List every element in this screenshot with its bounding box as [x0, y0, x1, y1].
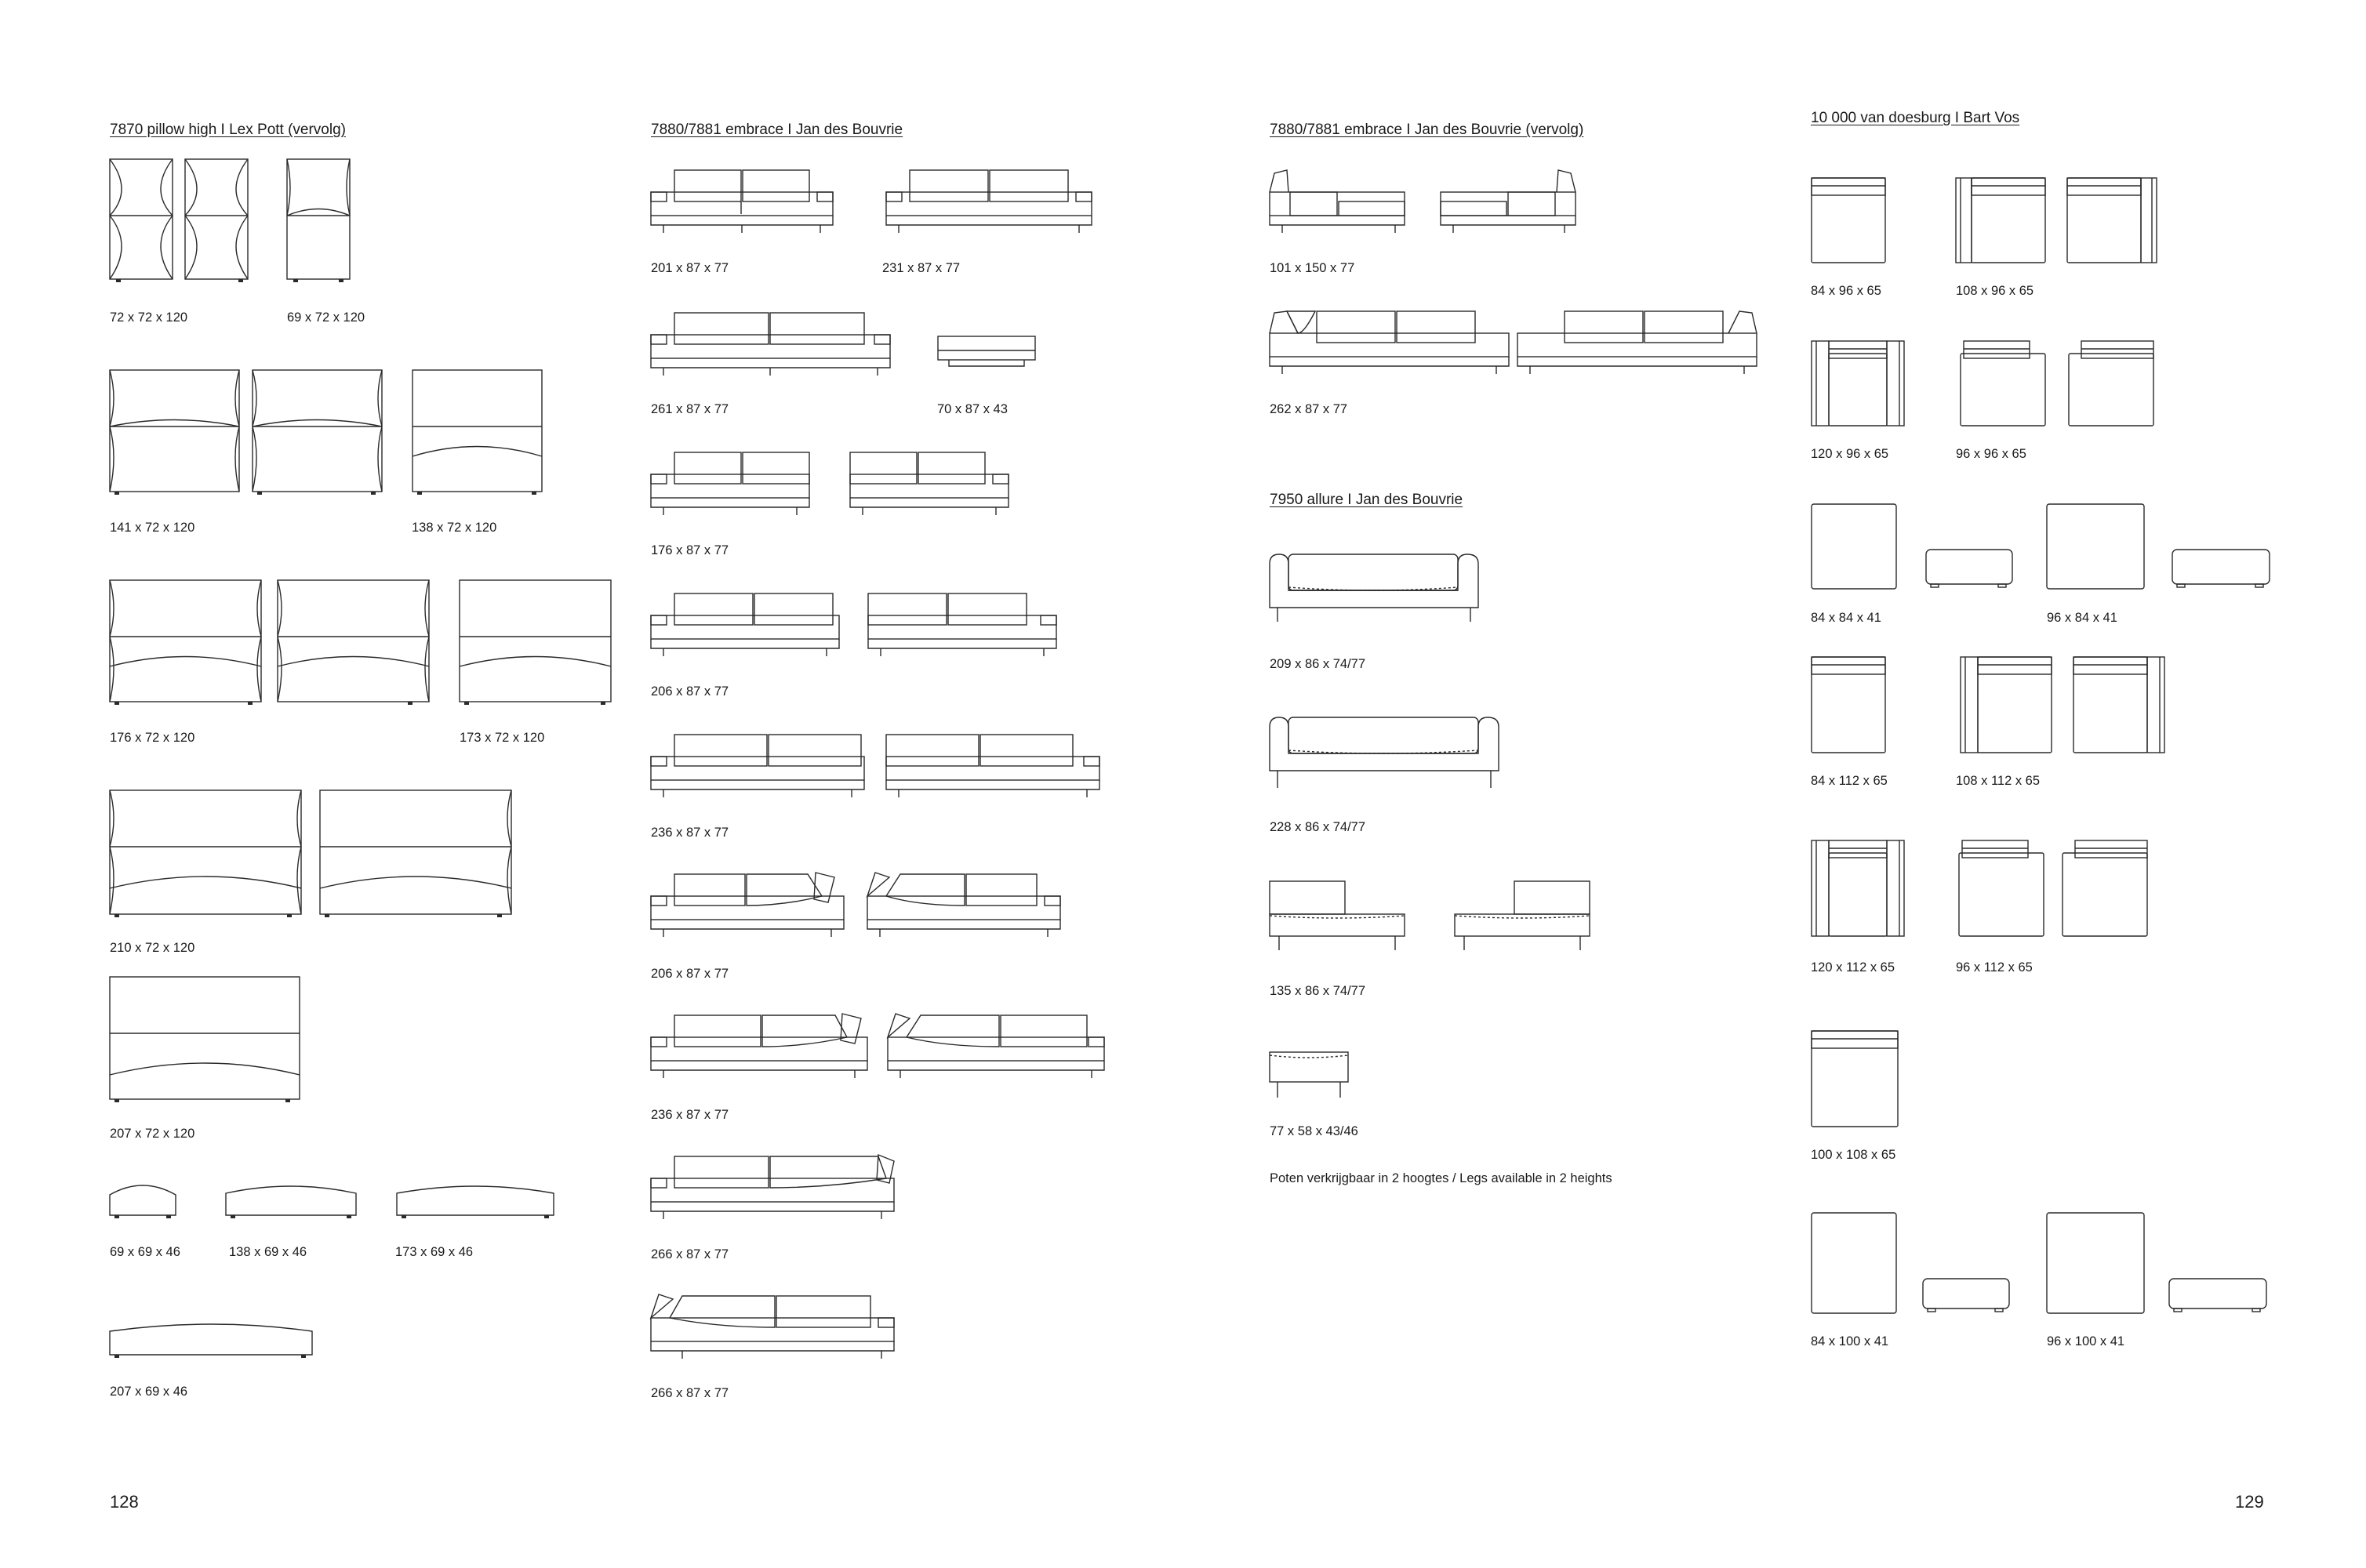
dim-label: 138 x 69 x 46: [229, 1245, 307, 1259]
pillow-pouf-drawing-207: [110, 1314, 315, 1363]
doesburg-row4: [1810, 655, 2179, 757]
allure-drawing-209: [1270, 553, 1489, 639]
dim-label: 262 x 87 x 77: [1270, 402, 1348, 416]
dim-label: 108 x 96 x 65: [1956, 284, 2034, 298]
embrace-drawing-236-corner: [651, 1014, 1114, 1092]
dim-label: 96 x 96 x 65: [1956, 447, 2026, 461]
dim-label: 266 x 87 x 77: [651, 1386, 729, 1400]
dim-label: 120 x 112 x 65: [1811, 960, 1895, 975]
dim-label: 173 x 69 x 46: [395, 1245, 474, 1259]
dim-label: 72 x 72 x 120: [110, 310, 188, 325]
embrace-drawing-206-corner: [651, 873, 1067, 951]
dim-label: 69 x 69 x 46: [110, 1245, 180, 1259]
dim-label: 70 x 87 x 43: [937, 402, 1008, 416]
dim-label: 201 x 87 x 77: [651, 261, 729, 275]
dim-label: 176 x 72 x 120: [110, 731, 195, 745]
dim-label: 206 x 87 x 77: [651, 684, 729, 699]
doesburg-row2: [1810, 339, 2171, 430]
page-number-left: 128: [110, 1492, 139, 1512]
dim-label: 210 x 72 x 120: [110, 941, 195, 955]
embrace-drawing-261-ottoman: [651, 311, 1004, 390]
section-title-pillow: 7870 pillow high I Lex Pott (vervolg): [110, 122, 346, 138]
pillow-pouf-drawings: [110, 1176, 557, 1223]
dim-label: 176 x 87 x 77: [651, 543, 729, 557]
pillow-drawing-210: [110, 790, 518, 924]
embrace-drawing-201-231: [651, 169, 1098, 247]
dim-label: 266 x 87 x 77: [651, 1247, 729, 1261]
dim-label: 101 x 150 x 77: [1270, 261, 1355, 275]
section-title-embrace-cont: 7880/7881 embrace I Jan des Bouvrie (vervolg): [1270, 122, 1584, 138]
dim-label: 108 x 112 x 65: [1956, 774, 2041, 788]
allure-drawing-228: [1270, 716, 1505, 802]
dim-label: 96 x 112 x 65: [1956, 960, 2033, 975]
dim-label: 96 x 84 x 41: [2047, 611, 2117, 625]
dim-label: 135 x 86 x 74/77: [1270, 984, 1366, 998]
embrace-cont-drawing-262: [1270, 310, 1760, 388]
dim-label: 120 x 96 x 65: [1811, 447, 1889, 461]
dim-label: 231 x 87 x 77: [882, 261, 961, 275]
dim-label: 228 x 86 x 74/77: [1270, 820, 1366, 834]
pillow-drawing-69: [287, 159, 358, 285]
dim-label: 207 x 72 x 120: [110, 1127, 195, 1141]
embrace-cont-drawing-101: [1270, 169, 1599, 247]
embrace-drawing-176: [651, 451, 1019, 529]
dim-label: 236 x 87 x 77: [651, 826, 729, 840]
dim-label: 236 x 87 x 77: [651, 1108, 729, 1122]
dim-label: 84 x 112 x 65: [1811, 774, 1888, 788]
doesburg-row7: [1810, 1211, 2273, 1317]
dim-label: 206 x 87 x 77: [651, 967, 729, 981]
dim-label: 84 x 100 x 41: [1811, 1334, 1889, 1348]
dim-label: 141 x 72 x 120: [110, 521, 195, 535]
section-title-allure: 7950 allure I Jan des Bouvrie: [1270, 492, 1463, 508]
allure-drawing-77: [1270, 1051, 1356, 1105]
legs-note: Poten verkrijgbaar in 2 hoogtes / Legs available in 2 heights: [1270, 1171, 1612, 1185]
embrace-drawing-206: [651, 592, 1059, 670]
dim-label: 209 x 86 x 74/77: [1270, 657, 1366, 671]
doesburg-row6: [1810, 1029, 1904, 1131]
pillow-drawing-176: [110, 580, 620, 710]
embrace-drawing-266-b: [651, 1294, 902, 1373]
doesburg-row1: [1810, 176, 2171, 267]
dim-label: 100 x 108 x 65: [1811, 1148, 1896, 1162]
dim-label: 84 x 84 x 41: [1811, 611, 1881, 625]
section-title-doesburg: 10 000 van doesburg I Bart Vos: [1811, 110, 2020, 126]
dim-label: 96 x 100 x 41: [2047, 1334, 2125, 1348]
embrace-drawing-266-a: [651, 1155, 902, 1233]
allure-drawing-135: [1270, 880, 1599, 966]
doesburg-row3: [1810, 503, 2273, 593]
page-number-right: 129: [2235, 1492, 2264, 1512]
dim-label: 261 x 87 x 77: [651, 402, 729, 416]
pillow-drawing-72: [110, 159, 259, 285]
pillow-drawing-207: [110, 977, 306, 1110]
dim-label: 84 x 96 x 65: [1811, 284, 1881, 298]
dim-label: 77 x 58 x 43/46: [1270, 1124, 1358, 1138]
pillow-drawing-141: [110, 370, 549, 499]
dim-label: 207 x 69 x 46: [110, 1385, 188, 1399]
dim-label: 138 x 72 x 120: [412, 521, 497, 535]
doesburg-row5: [1810, 839, 2171, 941]
embrace-drawing-236: [651, 733, 1106, 811]
dim-label: 173 x 72 x 120: [460, 731, 545, 745]
dim-label: 69 x 72 x 120: [287, 310, 365, 325]
section-title-embrace: 7880/7881 embrace I Jan des Bouvrie: [651, 122, 903, 138]
